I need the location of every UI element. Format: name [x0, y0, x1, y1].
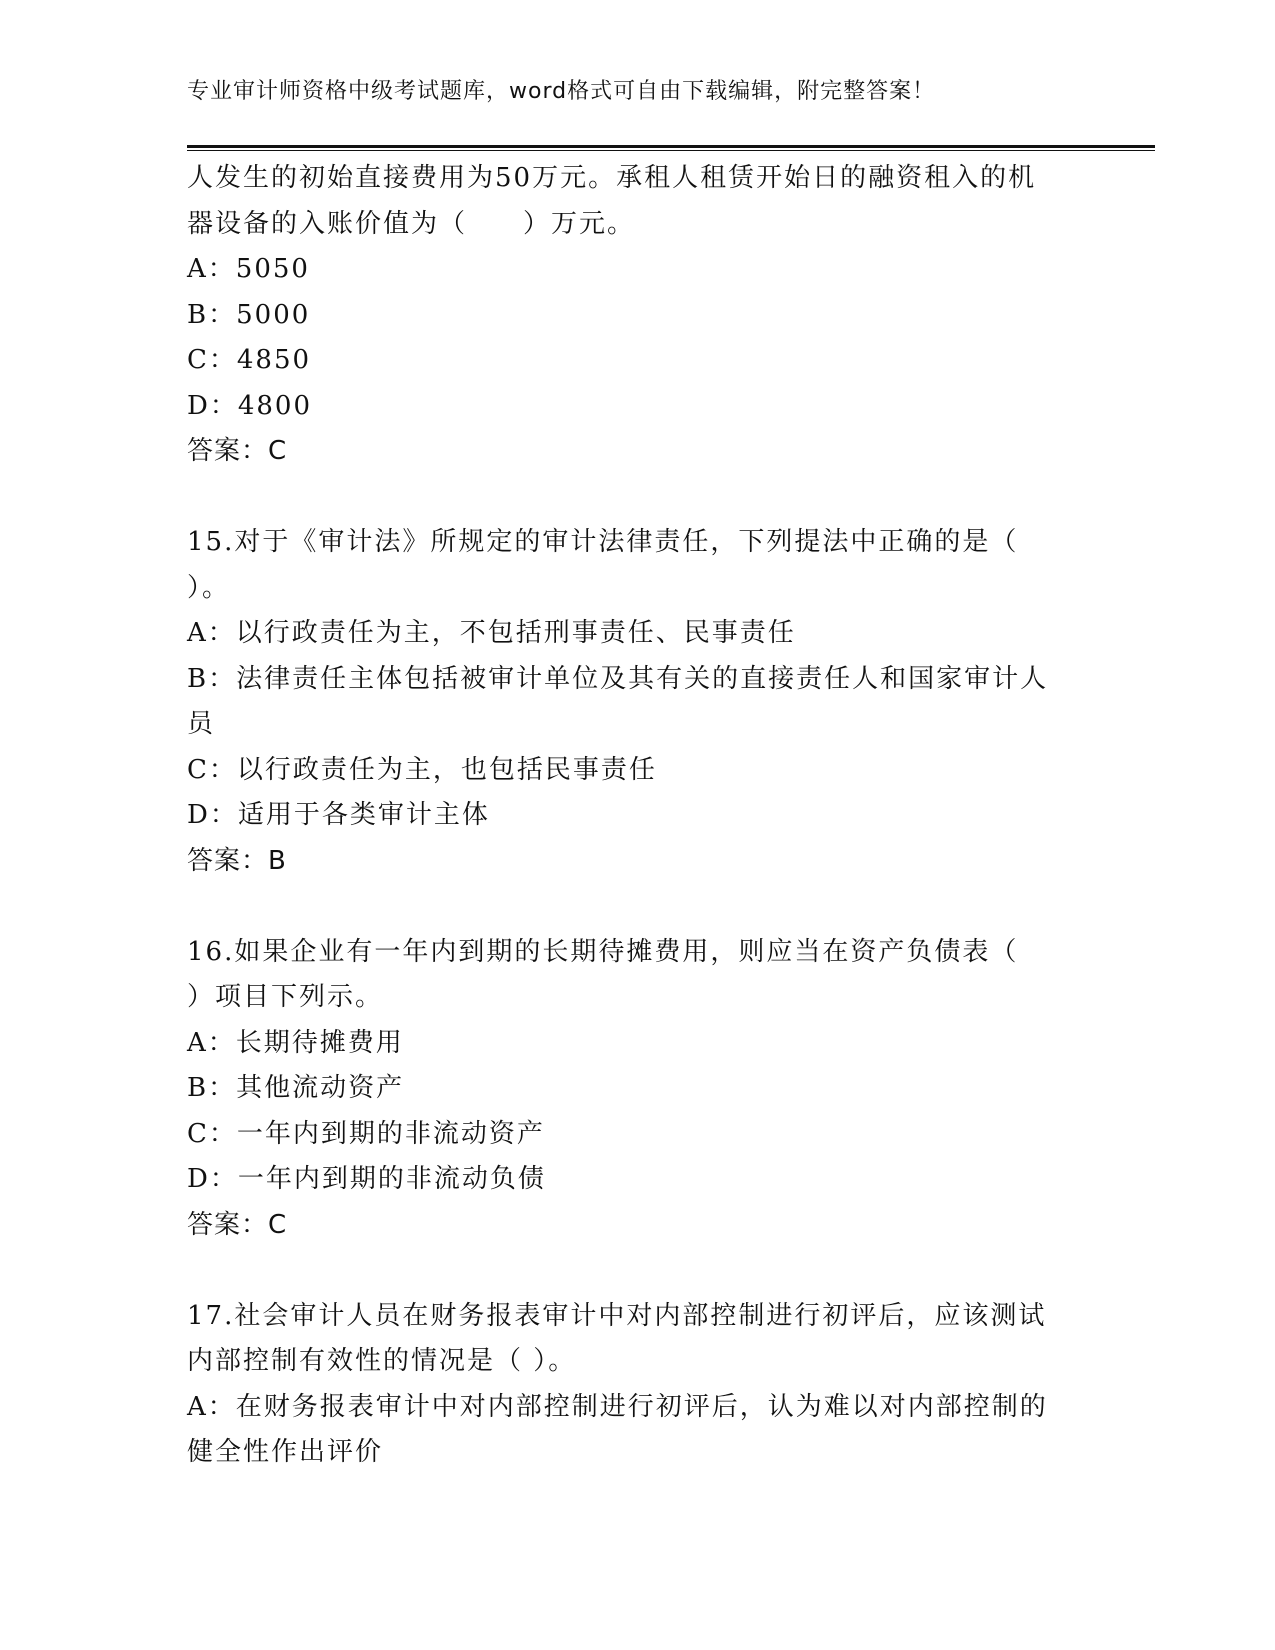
question-15 — [187, 520, 1087, 884]
option-a: A：在财务报表审计中对内部控制进行初评后，认为难以对内部控制的 — [187, 1391, 1048, 1422]
page-header: 专业审计师资格中级考试题库，word格式可自由下载编辑，附完整答案！ — [187, 79, 936, 104]
answer: 答案：C — [187, 1209, 288, 1240]
option-a: A：长期待摊费用 — [187, 1027, 404, 1058]
question-text: 17.社会审计人员在财务报表审计中对内部控制进行初评后，应该测试 — [187, 1300, 1047, 1331]
option-c: C：一年内到期的非流动资产 — [187, 1118, 545, 1149]
option-c: C：4850 — [187, 345, 312, 375]
question-16 — [187, 930, 1087, 1249]
option-a-continued: 健全性作出评价 — [187, 1437, 384, 1467]
header-rule-thick — [187, 145, 1155, 148]
question-content — [187, 156, 1087, 1476]
option-b: B：其他流动资产 — [187, 1073, 405, 1103]
answer: 答案：C — [187, 436, 288, 466]
spacer — [187, 1248, 1087, 1294]
spacer — [187, 884, 1087, 930]
header-rule-thin — [187, 150, 1155, 151]
option-b: B：法律责任主体包括被审计单位及其有关的直接责任人和国家审计人 — [187, 663, 1049, 694]
option-a: A：5050 — [187, 254, 310, 284]
option-d: D：一年内到期的非流动负债 — [187, 1164, 546, 1194]
question-text: 15.对于《审计法》所规定的审计法律责任，下列提法中正确的是（ — [187, 527, 1019, 557]
question-text: 内部控制有效性的情况是（ ）。 — [187, 1346, 577, 1376]
question-text: 16.如果企业有一年内到期的长期待摊费用，则应当在资产负债表（ — [187, 936, 1019, 967]
spacer — [187, 475, 1087, 521]
question-text: ）项目下列示。 — [187, 982, 384, 1012]
question-17 — [187, 1294, 1087, 1476]
option-a: A：以行政责任为主，不包括刑事责任、民事责任 — [187, 618, 796, 648]
question-text: 人发生的初始直接费用为50万元。承租人租赁开始日的融资租入的机 — [187, 163, 1037, 193]
option-d: D：4800 — [187, 390, 313, 421]
question-text: 器设备的入账价值为（ ）万元。 — [187, 208, 636, 239]
question-text: ）。 — [187, 572, 231, 603]
answer: 答案：B — [187, 845, 287, 876]
option-d: D：适用于各类审计主体 — [187, 800, 490, 830]
option-b: B：5000 — [187, 299, 311, 330]
question-14 — [187, 156, 1087, 475]
option-b-continued: 员 — [187, 709, 216, 739]
option-c: C：以行政责任为主，也包括民事责任 — [187, 754, 657, 785]
